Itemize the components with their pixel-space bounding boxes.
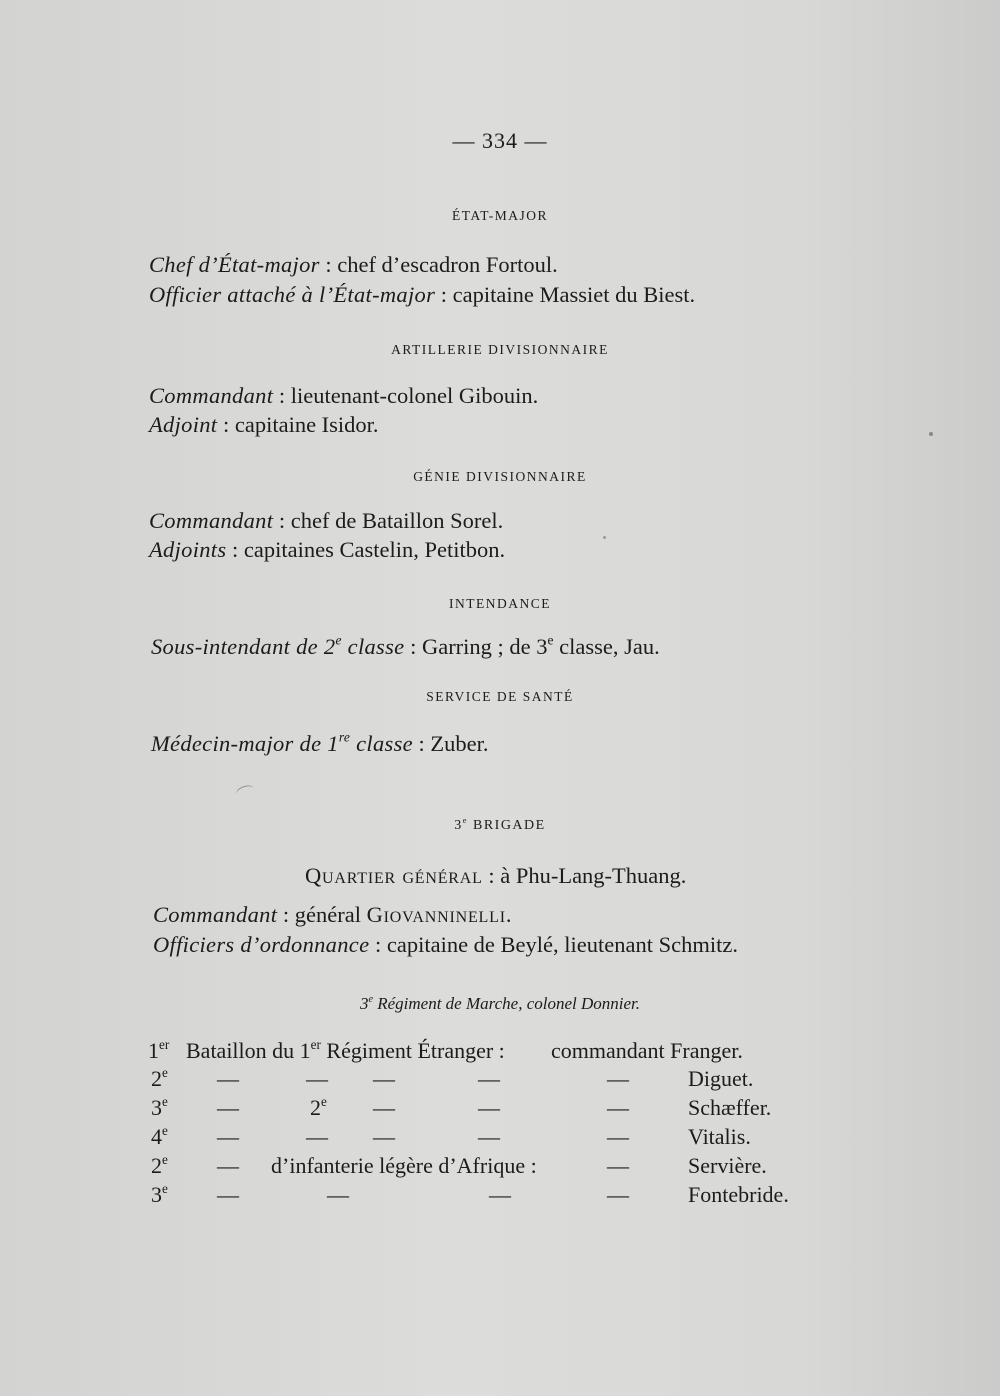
role-value: : Zuber. xyxy=(412,731,489,756)
brigade-commandant-line: Commandant : général Giovanninelli. xyxy=(153,902,512,927)
table-row: 3e xyxy=(151,1093,168,1120)
artillerie-commandant-line xyxy=(149,383,538,409)
section-heading-brigade: 3e BRIGADE xyxy=(454,816,546,833)
qg-value: : à Phu-Lang-Thuang. xyxy=(482,863,687,888)
table-cell: d’infanterie légère d’Afrique : xyxy=(271,1153,537,1178)
artillerie-adjoint-line xyxy=(149,412,379,438)
role-label: Commandant xyxy=(153,902,278,927)
ditto-mark: — xyxy=(478,1095,500,1120)
ditto-mark: — xyxy=(489,1182,511,1207)
table-cell: commandant Franger. xyxy=(551,1038,743,1063)
ditto-mark: — xyxy=(607,1095,629,1120)
role-label: Adjoints xyxy=(149,537,227,562)
etat-major-officier-line xyxy=(149,282,695,308)
section-heading-etat-major: ÉTAT-MAJOR xyxy=(452,208,548,223)
section-heading-artillerie: ARTILLERIE DIVISIONNAIRE xyxy=(391,342,609,357)
role-value: : capitaine Isidor. xyxy=(217,412,379,437)
table-cell: Bataillon du 1er Régiment Étranger : xyxy=(186,1036,505,1063)
ditto-mark: — xyxy=(306,1124,328,1149)
general-name: Giovanninelli xyxy=(366,902,506,927)
role-value: : capitaine de Beylé, lieutenant Schmitz. xyxy=(369,932,738,957)
ditto-mark: — xyxy=(217,1153,239,1178)
role-value: : lieutenant-colonel Gibouin. xyxy=(273,383,539,408)
table-cell: Schæffer. xyxy=(688,1095,772,1120)
ditto-mark: — xyxy=(327,1182,349,1207)
ditto-mark: — xyxy=(373,1124,395,1149)
page-number: — 334 — xyxy=(452,128,548,153)
table-row: 4e xyxy=(151,1122,168,1149)
intendance-line xyxy=(151,634,660,660)
table-cell: Fontebride. xyxy=(688,1182,789,1207)
ditto-mark: — xyxy=(306,1066,328,1091)
etat-major-chef-line xyxy=(149,252,558,278)
role-label: Médecin-major de 1re classe xyxy=(151,729,413,756)
role-label: Commandant xyxy=(149,383,274,408)
ditto-mark: — xyxy=(607,1124,629,1149)
ditto-mark: — xyxy=(373,1095,395,1120)
genie-commandant-line xyxy=(149,508,503,534)
ditto-mark: — xyxy=(217,1124,239,1149)
quartier-general-line xyxy=(305,863,686,889)
role-value: : Garring ; de 3e classe, Jau. xyxy=(404,632,660,659)
role-label: Sous-intendant de 2e classe xyxy=(151,632,405,659)
role-label: Chef d’État-major xyxy=(149,252,320,277)
ditto-mark: — xyxy=(607,1066,629,1091)
table-row: 2e xyxy=(151,1151,168,1178)
qg-label: Quartier général xyxy=(305,863,483,888)
table-row: 3e xyxy=(151,1180,168,1207)
genie-adjoints-line xyxy=(149,537,505,563)
role-label: Officier attaché à l’État-major xyxy=(149,282,436,307)
brigade-officiers-line xyxy=(153,932,738,958)
ditto-mark: — xyxy=(607,1182,629,1207)
role-value: : chef d’escadron Fortoul. xyxy=(319,252,558,277)
ditto-mark: — xyxy=(607,1153,629,1178)
table-cell: Diguet. xyxy=(688,1066,754,1091)
speck xyxy=(929,432,933,436)
role-label: Commandant xyxy=(149,508,274,533)
ditto-mark: — xyxy=(478,1124,500,1149)
role-value: : capitaine Massiet du Biest. xyxy=(435,282,696,307)
section-heading-intendance: INTENDANCE xyxy=(449,596,551,611)
table-row: 2e xyxy=(151,1064,168,1091)
role-label: Adjoint xyxy=(149,412,218,437)
role-value: : capitaines Castelin, Petitbon. xyxy=(226,537,506,562)
ditto-mark: — xyxy=(373,1066,395,1091)
table-cell: 2e xyxy=(310,1093,327,1120)
role-value: : chef de Bataillon Sorel. xyxy=(273,508,504,533)
regiment-title: 3e Régiment de Marche, colonel Donnier. xyxy=(359,993,641,1013)
role-label: Officiers d’ordonnance xyxy=(153,932,370,957)
pencil-mark xyxy=(235,783,256,799)
section-heading-genie: GÉNIE DIVISIONNAIRE xyxy=(413,469,587,484)
section-heading-sante: SERVICE DE SANTÉ xyxy=(426,689,574,704)
ditto-mark: — xyxy=(478,1066,500,1091)
ditto-mark: — xyxy=(217,1182,239,1207)
table-row: 1er xyxy=(148,1036,170,1063)
ditto-mark: — xyxy=(217,1066,239,1091)
table-cell: Servière. xyxy=(688,1153,767,1178)
speck xyxy=(603,536,606,539)
sante-line xyxy=(151,731,489,757)
ditto-mark: — xyxy=(217,1095,239,1120)
table-cell: Vitalis. xyxy=(688,1124,751,1149)
